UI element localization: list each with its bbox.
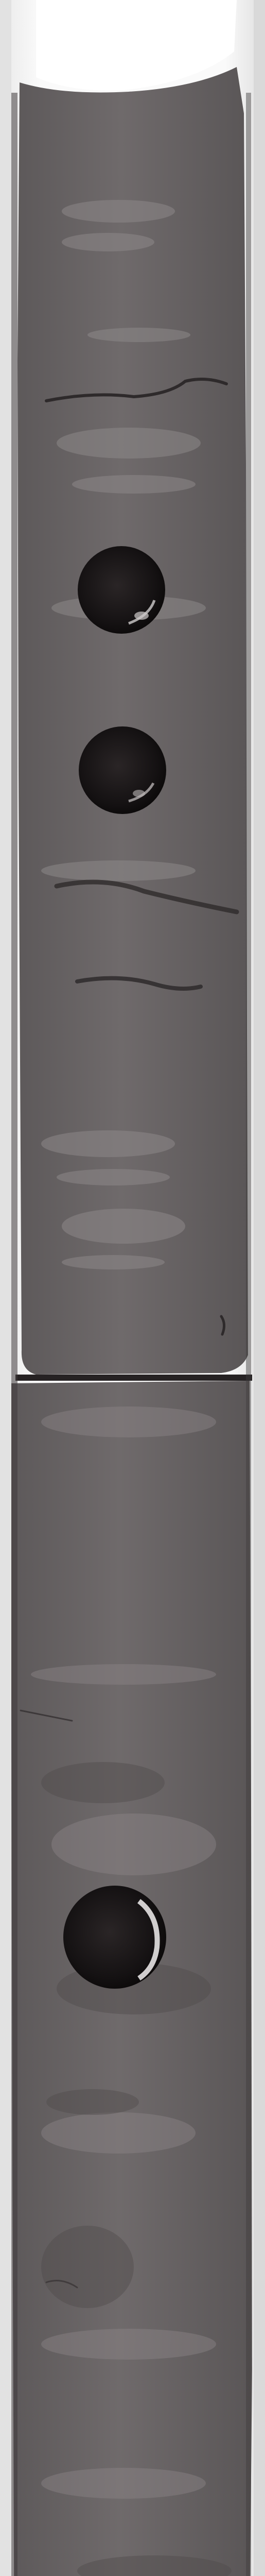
sample-hole-3	[63, 1886, 166, 1989]
sample-hole-1	[78, 546, 165, 634]
sample-hole-2	[79, 726, 166, 814]
tray-right-wall	[254, 0, 265, 2576]
left-shadow-edge	[11, 93, 17, 2576]
right-shadow-edge	[246, 93, 251, 2576]
tray-left-wall	[0, 0, 11, 2576]
section-gap	[15, 1375, 252, 1381]
